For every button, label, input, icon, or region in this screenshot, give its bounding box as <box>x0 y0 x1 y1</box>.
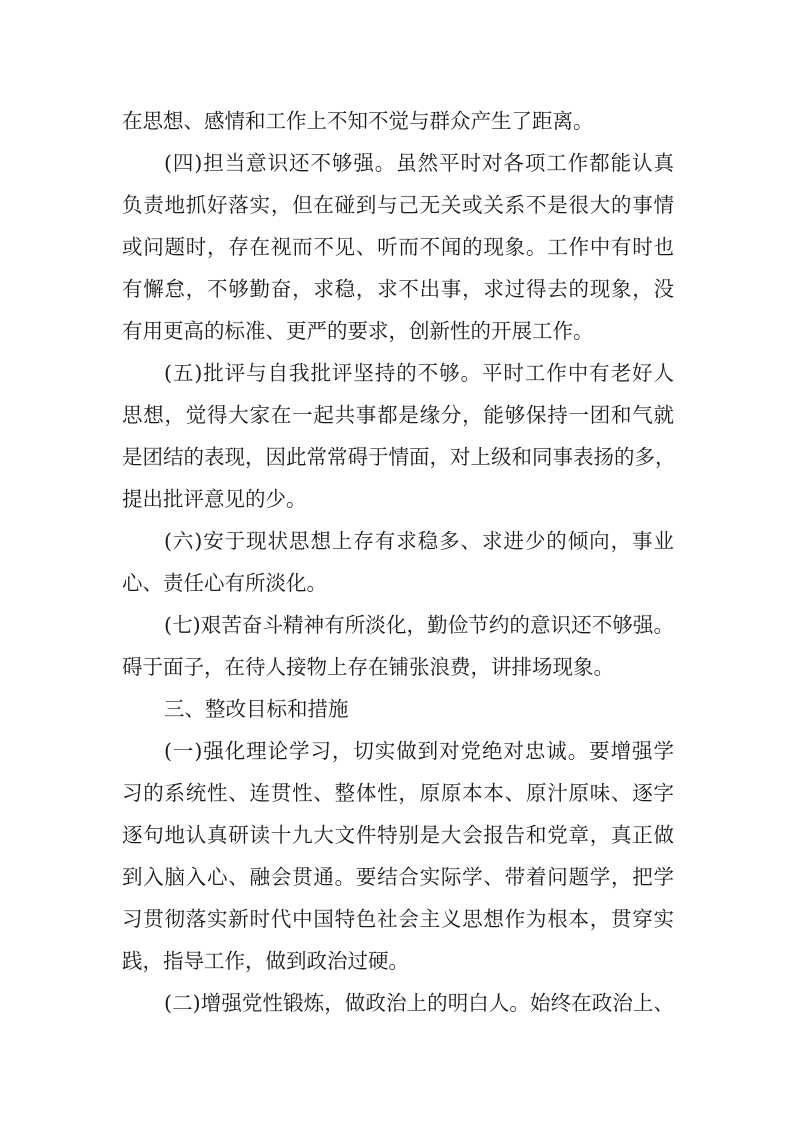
paragraph-line: 逐句地认真研读十九大文件特别是大会报告和党章，真正做 <box>122 823 674 847</box>
paragraph-line: (六)安于现状思想上存有求稳多、求进少的倾向，事业 <box>164 529 674 553</box>
paragraph-line: 有懈怠，不够勤奋，求稳，求不出事，求过得去的现象，没 <box>122 277 674 301</box>
paragraph-line: (一)强化理论学习，切实做到对党绝对忠诚。要增强学 <box>164 739 674 763</box>
paragraph-line: (四)担当意识还不够强。虽然平时对各项工作都能认真 <box>164 151 674 175</box>
paragraph-line: (五)批评与自我批评坚持的不够。平时工作中有老好人 <box>164 361 674 385</box>
paragraph-line: 或问题时，存在视而不见、听而不闻的现象。工作中有时也 <box>122 235 674 259</box>
paragraph-line: 心、责任心有所淡化。 <box>122 571 327 595</box>
paragraph-line: (七)艰苦奋斗精神有所淡化，勤俭节约的意识还不够强。 <box>164 613 674 637</box>
paragraph-line: 践，指导工作，做到政治过硬。 <box>122 949 409 973</box>
paragraph-line: 思想，觉得大家在一起共事都是缘分，能够保持一团和气就 <box>122 403 674 427</box>
paragraph-line: 碍于面子，在待人接物上存在铺张浪费，讲排场现象。 <box>122 655 614 679</box>
paragraph-line: 在思想、感情和工作上不知不觉与群众产生了距离。 <box>122 109 594 133</box>
paragraph-line: 有用更高的标准、更严的要求，创新性的开展工作。 <box>122 319 594 343</box>
document-body <box>122 100 674 1024</box>
paragraph-line: 负责地抓好落实，但在碰到与己无关或关系不是很大的事情 <box>122 193 674 217</box>
paragraph-line: 是团结的表现，因此常常碍于情面，对上级和同事表扬的多， <box>122 445 676 469</box>
paragraph-line: 到入脑入心、融会贯通。要结合实际学、带着问题学，把学 <box>122 865 674 889</box>
paragraph-line: (二)增强党性锻炼，做政治上的明白人。始终在政治上、 <box>164 991 674 1015</box>
paragraph-line: 习的系统性、连贯性、整体性，原原本本、原汁原味、逐字 <box>122 781 674 805</box>
section-heading: 三、整改目标和措施 <box>164 697 349 721</box>
paragraph-line: 提出批评意见的少。 <box>122 487 307 511</box>
paragraph-line: 习贯彻落实新时代中国特色社会主义思想作为根本，贯穿实 <box>122 907 674 931</box>
